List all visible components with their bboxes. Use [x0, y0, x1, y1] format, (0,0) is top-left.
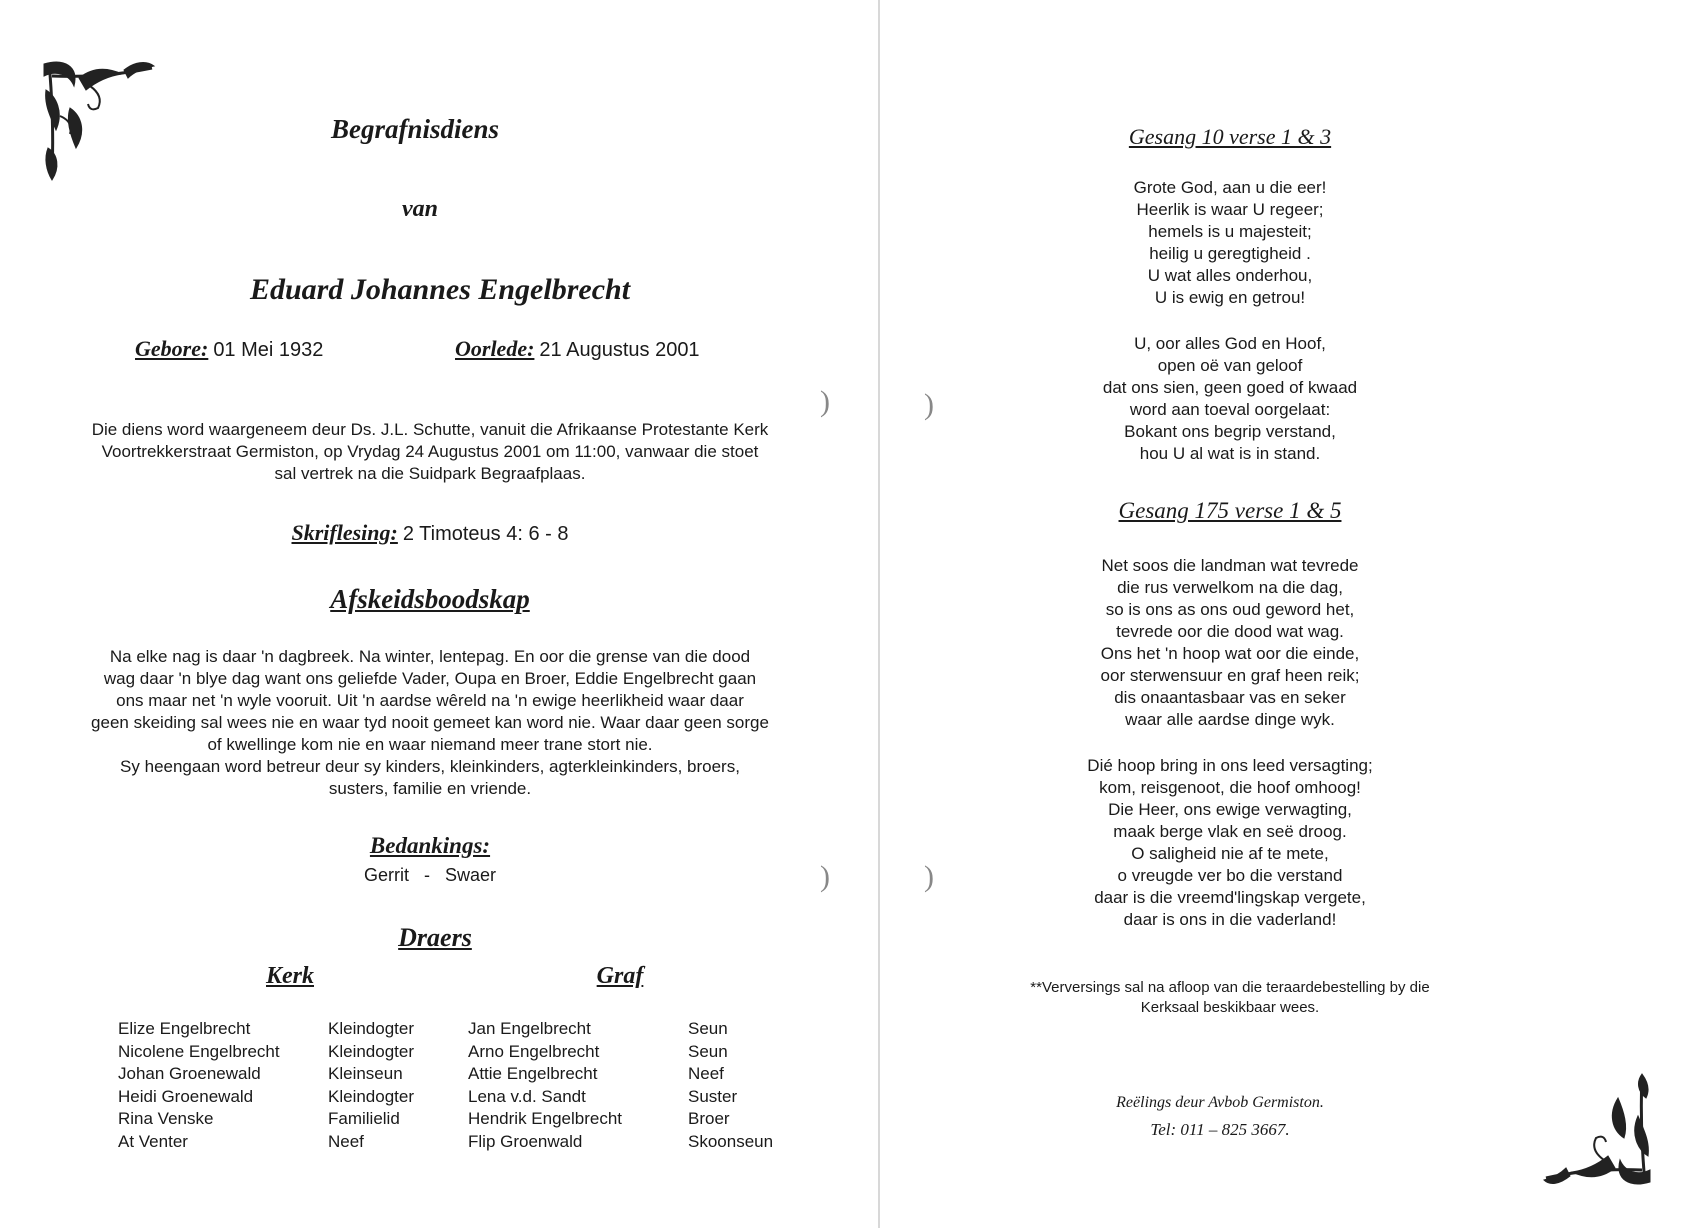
refreshments-line: **Verversings sal na afloop van die teraardebestelling by die	[1030, 979, 1430, 996]
farewell-line: of kwellinge kom nie en waar niemand meer trane stort nie.	[207, 735, 653, 754]
hymn-line: Heerlik is waar U regeer;	[1136, 200, 1324, 219]
binding-mark: )	[820, 385, 830, 418]
service-line: Die diens word waargeneem deur Ds. J.L. Schutte, vanuit die Afrikaanse Protestante Kerk	[91, 420, 769, 439]
bearer-relation: Broer	[688, 1109, 730, 1128]
binding-mark: )	[924, 860, 934, 893]
hymn-line: hemels is u majesteit;	[1148, 222, 1312, 241]
van-text: van	[402, 196, 438, 222]
hymn-line: maak berge vlak en seë droog.	[1113, 822, 1347, 841]
service-line: sal vertrek na die Suidpark Begraafplaas.	[274, 464, 586, 483]
hymn-line: open oë van geloof	[1157, 356, 1303, 375]
hymn-line: tevrede oor die dood wat wag.	[1116, 622, 1344, 641]
hymn-line: oor sterwensuur en graf heen reik;	[1100, 666, 1360, 685]
bearer-name: Heidi Groenewald	[118, 1086, 254, 1106]
bearer-name: Nicolene Engelbrecht	[118, 1041, 280, 1061]
hymn-line: waar alle aardse dinge wyk.	[1125, 710, 1335, 729]
hymn-line: word aan toeval oorgelaat:	[1129, 400, 1331, 419]
hymn-line: kom, reisgenoot, die hoof omhoog!	[1099, 778, 1361, 797]
died-date: 21 Augustus 2001	[539, 339, 700, 361]
phone-text: Tel: 011 – 825 3667.	[1150, 1120, 1290, 1139]
died-label: Oorlede:	[455, 336, 535, 361]
refreshments-note	[980, 978, 1480, 1018]
binding-mark: )	[820, 860, 830, 893]
service-title: Begrafnisdiens	[330, 114, 500, 144]
bearer-relation: Kleindogter	[328, 1086, 415, 1106]
thanks-value: Gerrit - Swaer	[363, 865, 497, 885]
hymn-line: Die Heer, ons ewige verwagting,	[1108, 800, 1352, 819]
farewell-line: Sy heengaan word betreur deur sy kinders, kleinkinders, agterkleinkinders, broers,	[120, 757, 740, 776]
hymn2-verse2	[980, 755, 1480, 931]
grave-names-column	[468, 1018, 622, 1153]
right-page	[880, 0, 1708, 1228]
hymn1-title: Gesang 10 verse 1 & 3	[1128, 124, 1332, 149]
hymn-line: U is ewig en getrou!	[1154, 288, 1306, 307]
church-relations-column	[328, 1018, 414, 1153]
hymn-line: Net soos die landman wat tevrede	[1101, 556, 1359, 575]
hymn-line: Bokant ons begrip verstand,	[1124, 422, 1336, 441]
bearer-relation: Seun	[688, 1041, 728, 1061]
hymn-line: Dié hoop bring in ons leed versagting;	[1087, 756, 1373, 775]
farewell-paragraph	[30, 646, 830, 800]
hymn-line: die rus verwelkom na die dag,	[1117, 578, 1343, 597]
grave-title: Graf	[596, 963, 644, 989]
bearer-name: Jan Engelbrecht	[468, 1019, 591, 1038]
bearer-name: Arno Engelbrecht	[468, 1041, 600, 1061]
service-line: Voortrekkerstraat Germiston, op Vrydag 24 Augustus 2001 om 11:00, vanwaar die stoet	[101, 442, 759, 461]
hymn2-verse1	[980, 555, 1480, 731]
hymn-line: O saligheid nie af te mete,	[1131, 844, 1329, 863]
hymn-line: daar is ons in die vaderland!	[1123, 910, 1337, 929]
bearer-relation: Familielid	[328, 1109, 400, 1128]
bearer-relation: Seun	[688, 1019, 728, 1038]
bearer-relation: Kleinseun	[328, 1064, 403, 1083]
deceased-name: Eduard Johannes Engelbrecht	[249, 273, 631, 306]
arrangements-text: Reëlings deur Avbob Germiston.	[1116, 1094, 1324, 1111]
hymn-line: Ons het 'n hoop wat oor die einde,	[1100, 644, 1360, 663]
reading-label: Skriflesing:	[291, 520, 398, 545]
bearer-name: Attie Engelbrecht	[468, 1064, 598, 1083]
farewell-line: ons maar net 'n wyle vooruit. Uit 'n aardse wêreld na 'n ewige heerlikheid waar daar	[116, 691, 744, 710]
hymn2-title: Gesang 175 verse 1 & 5	[1118, 498, 1342, 523]
hymn-line: dat ons sien, geen goed of kwaad	[1102, 378, 1358, 397]
farewell-line: wag daar 'n blye dag want ons geliefde Vader, Oupa en Broer, Eddie Engelbrecht gaan	[103, 669, 757, 688]
hymn-line: dis onaantasbaar vas en seker	[1114, 688, 1346, 707]
hymn-line: hou U al wat is in stand.	[1139, 444, 1321, 463]
binding-mark: )	[924, 388, 934, 421]
bearer-relation: Skoonseun	[688, 1131, 774, 1151]
farewell-line: susters, familie en vriende.	[328, 779, 532, 798]
corner-ornament-bottom-right	[1540, 1070, 1660, 1190]
born-label: Gebore:	[135, 336, 209, 361]
reading-value: 2 Timoteus 4: 6 - 8	[402, 523, 569, 545]
service-paragraph	[30, 419, 830, 485]
bearer-name: Flip Groenwald	[468, 1131, 583, 1151]
grave-relations-column	[688, 1018, 773, 1153]
thanks-title: Bedankings:	[369, 833, 491, 858]
hymn1-verse2	[980, 333, 1480, 465]
hymn-line: o vreugde ver bo die verstand	[1117, 866, 1343, 885]
reading-row	[200, 520, 660, 546]
hymn1-verse1	[980, 177, 1480, 309]
hymn-line: daar is die vreemd'lingskap vergete,	[1094, 888, 1366, 907]
farewell-line: Na elke nag is daar 'n dagbreek. Na winter, lentepag. En oor die grense van die dood	[109, 647, 751, 666]
bearer-name: Rina Venske	[118, 1109, 214, 1128]
church-title: Kerk	[266, 963, 314, 989]
bearers-title: Draers	[398, 923, 472, 952]
bearer-relation: Neef	[328, 1131, 364, 1151]
bearer-name: Hendrik Engelbrecht	[468, 1109, 623, 1128]
hymn-line: U wat alles onderhou,	[1147, 266, 1313, 285]
hymn-line: U, oor alles God en Hoof,	[1134, 334, 1326, 353]
hymn-line: so is ons as ons oud geword het,	[1105, 600, 1355, 619]
farewell-title: Afskeidsboodskap	[330, 584, 530, 614]
bearer-relation: Kleindogter	[328, 1019, 415, 1038]
farewell-line: geen skeiding sal wees nie en waar tyd nooit gemeet kan word nie. Waar daar geen sorge	[91, 713, 769, 732]
bearer-name: Johan Groenewald	[118, 1064, 261, 1083]
refreshments-line: Kerksaal beskikbaar wees.	[1140, 999, 1320, 1016]
hymn-line: Grote God, aan u die eer!	[1133, 178, 1327, 197]
corner-ornament-top-left	[34, 56, 164, 186]
church-names-column	[118, 1018, 280, 1153]
bearer-name: Elize Engelbrecht	[118, 1019, 251, 1038]
bearer-relation: Neef	[688, 1064, 724, 1083]
hymn-line: heilig u geregtigheid .	[1149, 244, 1311, 263]
born-date: 01 Mei 1932	[213, 339, 324, 361]
bearer-relation: Kleindogter	[328, 1041, 415, 1061]
bearer-name: At Venter	[118, 1131, 188, 1151]
bearer-relation: Suster	[688, 1086, 738, 1106]
bearer-name: Lena v.d. Sandt	[468, 1086, 586, 1106]
